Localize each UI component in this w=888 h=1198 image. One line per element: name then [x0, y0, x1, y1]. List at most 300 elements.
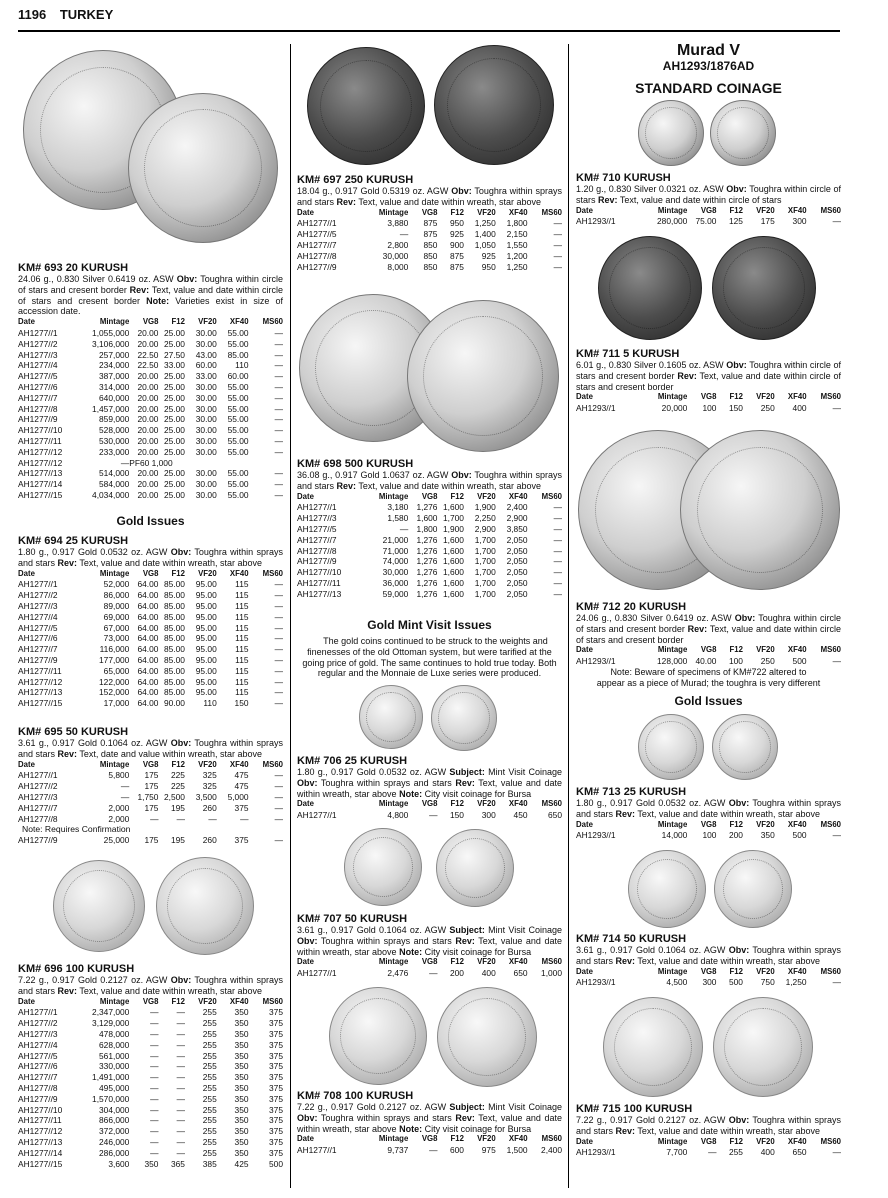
page-header: [18, 7, 840, 32]
table-cell: 255: [202, 1093, 217, 1104]
table-cell: 500: [792, 830, 807, 841]
table-cell: 25.00: [163, 446, 185, 457]
column-header: Date: [18, 759, 35, 769]
mintage-table-continued: [18, 835, 283, 846]
table-cell: 25.00: [163, 425, 185, 436]
table-cell: 925: [481, 250, 496, 261]
entry-description: 3.61 g., 0.917 Gold 0.1064 oz. AGW Obv: Toughra within sprays and stars Rev: Text, value and date within wreath, star above: [576, 945, 841, 966]
table-cell: 20.00: [137, 446, 159, 457]
table-row: [18, 792, 283, 803]
table-cell: 60.00: [227, 371, 249, 382]
table-row: [18, 468, 283, 479]
table-cell: 260: [202, 835, 217, 846]
table-cell: 2,250: [474, 513, 496, 524]
table-header-row: [576, 206, 841, 217]
column-header: MS60: [541, 957, 562, 967]
column-header: XF40: [229, 996, 249, 1006]
column-header: Mintage: [99, 759, 130, 769]
table-cell: —: [274, 644, 283, 655]
column-header: XF40: [787, 819, 807, 829]
table-cell: 1,250: [474, 218, 496, 229]
table-cell: 128,000: [657, 656, 688, 667]
table-cell: 2,347,000: [92, 1007, 130, 1018]
table-cell: AH1277//2: [18, 590, 58, 601]
coin-image-km708: [327, 985, 557, 1090]
table-cell: —: [274, 381, 283, 392]
table-row: [297, 262, 562, 273]
table-cell: —: [150, 1028, 159, 1039]
table-cell: 25.00: [163, 479, 185, 490]
column-header: XF40: [787, 1136, 807, 1146]
entry-description: 1.80 g., 0.917 Gold 0.0532 oz. AGW Obv: Toughra within sprays and stars Rev: Text, value and date within wreath, star above: [18, 547, 283, 568]
table-cell: 89,000: [103, 600, 130, 611]
table-cell: 55.00: [227, 468, 249, 479]
table-cell: —: [274, 791, 283, 802]
table-cell: 64.00: [137, 654, 159, 665]
table-row: [297, 524, 562, 535]
table-cell: AH1277//4: [18, 611, 58, 622]
table-cell: 1,700: [474, 556, 496, 567]
table-cell: —: [708, 1147, 717, 1158]
table-cell: 1,700: [474, 577, 496, 588]
column-header: VG8: [142, 317, 159, 327]
column-header: VF20: [477, 957, 496, 967]
column-header: VG8: [700, 205, 717, 215]
table-cell: 385: [202, 1158, 217, 1169]
table-cell: —: [176, 1104, 185, 1115]
table-row: [18, 414, 283, 425]
column-header: VG8: [421, 957, 438, 967]
column-header: VF20: [477, 207, 496, 217]
table-cell: 95.00: [195, 654, 217, 665]
mintage-table: [297, 799, 562, 821]
table-cell: 375: [269, 1007, 283, 1018]
entry-description: 7.22 g., 0.917 Gold 0.2127 oz. AGW Subject: Mint Visit Coinage Obv: Toughra within sprays and stars Rev: Text, value and date within wreath, star above Note: City visit coinage for Bursa: [297, 1102, 562, 1134]
table-cell: AH1277//6: [18, 633, 58, 644]
table-cell: 257,000: [99, 349, 130, 360]
ruler-era: AH1293/1876AD: [662, 59, 755, 73]
table-cell: 1,000: [541, 968, 562, 979]
table-cell: 17,000: [103, 698, 130, 709]
entry-km713: [576, 786, 841, 841]
table-cell: 85.00: [227, 349, 249, 360]
column-header: XF40: [508, 207, 528, 217]
table-cell: 64.00: [137, 600, 159, 611]
table-cell: 85.00: [163, 676, 185, 687]
table-cell: 25.00: [163, 414, 185, 425]
table-cell: AH1277//9: [297, 261, 337, 272]
table-cell: 95.00: [195, 676, 217, 687]
table-cell: 375: [269, 1104, 283, 1115]
table-cell: 875: [423, 218, 438, 229]
table-cell: 14,000: [661, 830, 688, 841]
table-cell: AH1277//1: [18, 1007, 58, 1018]
table-cell: 200: [728, 830, 743, 841]
table-row: [297, 251, 562, 262]
table-cell: —: [274, 665, 283, 676]
column-header: VF20: [198, 759, 217, 769]
table-cell: AH1277//9: [297, 556, 337, 567]
table-cell: 195: [170, 802, 185, 813]
table-cell: 375: [234, 835, 249, 846]
table-cell: —: [150, 1136, 159, 1147]
table-cell: AH1277//11: [18, 665, 62, 676]
table-cell: —: [176, 1039, 185, 1050]
column-header: F12: [729, 205, 743, 215]
table-row: [297, 229, 562, 240]
table-cell: 475: [234, 770, 249, 781]
table-cell: AH1277//1: [18, 770, 58, 781]
table-cell: —: [832, 1147, 841, 1158]
table-cell: 2,050: [506, 577, 528, 588]
table-cell: PF60 1,000: [129, 457, 173, 468]
table-row: [297, 240, 562, 251]
table-cell: 110: [235, 360, 249, 371]
table-row: [18, 328, 283, 339]
table-cell: —: [150, 1126, 159, 1137]
table-row: [18, 1018, 283, 1029]
table-header-row: [297, 957, 562, 968]
entry-title: KM# 715 100 KURUSH: [576, 1103, 693, 1115]
table-cell: 350: [234, 1007, 249, 1018]
table-cell: —: [176, 1126, 185, 1137]
entry-km693: [18, 262, 283, 501]
table-cell: 475: [234, 781, 249, 792]
mintage-table: [297, 1134, 562, 1156]
column-header: VF20: [756, 205, 775, 215]
table-cell: 64.00: [137, 633, 159, 644]
table-cell: 152,000: [99, 687, 130, 698]
table-cell: 2,400: [541, 1145, 562, 1156]
coin-image-km707: [342, 826, 522, 911]
column-header: F12: [729, 392, 743, 402]
table-cell: —: [150, 813, 159, 824]
table-row: [576, 403, 841, 414]
table-cell: 64.00: [137, 698, 159, 709]
table-cell: 55.00: [227, 403, 249, 414]
table-row: [18, 687, 283, 698]
entry-title: KM# 710 KURUSH: [576, 172, 671, 184]
table-row: [18, 770, 283, 781]
table-cell: —: [176, 1028, 185, 1039]
column-header: Mintage: [657, 966, 688, 976]
column-header: XF40: [508, 491, 528, 501]
table-cell: —: [176, 1093, 185, 1104]
column-header: MS60: [820, 205, 841, 215]
table-cell: —: [274, 611, 283, 622]
column-header: Date: [576, 1136, 593, 1146]
column-header: VF20: [756, 645, 775, 655]
table-cell: AH1277//15: [18, 698, 63, 709]
table-cell: 255: [202, 1136, 217, 1147]
mintage-table: [18, 317, 283, 501]
table-cell: 116,000: [99, 644, 130, 655]
table-cell: 30.00: [195, 392, 217, 403]
table-cell: 25.00: [163, 489, 185, 500]
table-cell: 71,000: [382, 545, 409, 556]
table-cell: 1,276: [416, 502, 438, 513]
table-cell: 1,900: [474, 502, 496, 513]
coin-image-km715: [601, 995, 826, 1100]
column-header: MS60: [820, 392, 841, 402]
table-row: [18, 1137, 283, 1148]
table-cell: AH1277//7: [297, 239, 337, 250]
table-cell: —: [150, 1147, 159, 1158]
table-cell: 375: [269, 1115, 283, 1126]
table-row: [18, 1115, 283, 1126]
table-cell: —: [274, 435, 283, 446]
table-cell: 60.00: [195, 360, 217, 371]
mintage-table: [297, 492, 562, 600]
table-cell: —: [274, 414, 283, 425]
table-cell: 425: [234, 1158, 249, 1169]
column-header: Mintage: [378, 491, 409, 501]
table-cell: 64.00: [137, 676, 159, 687]
table-cell: —: [274, 687, 283, 698]
table-note: Note: Beware of specimens of KM#722 altered to appear as a piece of Murad; the toughra is very different: [596, 666, 821, 688]
table-cell: 1,600: [442, 545, 464, 556]
entry-description: 6.01 g., 0.830 Silver 0.1605 oz. ASW Obv: Toughra within circle of stars and cresent border Rev: Text, value and date within circle of stars and cresent border: [576, 360, 841, 392]
table-cell: 9,737: [387, 1145, 409, 1156]
table-cell: —: [553, 588, 562, 599]
section-heading-mint-visit: Gold Mint Visit Issues: [367, 618, 492, 632]
table-cell: —: [150, 1082, 159, 1093]
table-cell: 25.00: [163, 392, 185, 403]
table-cell: AH1277//6: [18, 1061, 58, 1072]
column-header: Date: [297, 207, 314, 217]
table-cell: —: [553, 523, 562, 534]
table-cell: —: [274, 698, 283, 709]
table-cell: 350: [234, 1093, 249, 1104]
table-cell: —: [274, 676, 283, 687]
table-cell: 20.00: [137, 435, 159, 446]
table-row: [18, 1126, 283, 1137]
table-cell: —: [553, 502, 562, 513]
table-cell: 30.00: [195, 327, 217, 338]
table-cell: 450: [513, 810, 528, 821]
table-cell: 1,050: [474, 239, 496, 250]
table-cell: 387,000: [99, 371, 130, 382]
table-header-row: [576, 1137, 841, 1148]
table-row: [18, 835, 283, 846]
table-cell: 3,600: [108, 1158, 130, 1169]
column-header: VF20: [756, 392, 775, 402]
table-cell: 73,000: [103, 633, 130, 644]
table-cell: —: [150, 1093, 159, 1104]
table-cell: —: [176, 1018, 185, 1029]
table-cell: 85.00: [163, 622, 185, 633]
column-header: F12: [171, 317, 185, 327]
table-cell: —: [274, 802, 283, 813]
entry-title: KM# 694 25 KURUSH: [18, 535, 129, 547]
column-header: VG8: [700, 1136, 717, 1146]
table-cell: 1,250: [506, 261, 528, 272]
table-row: [18, 579, 283, 590]
table-cell: AH1277//9: [18, 414, 58, 425]
column-header: F12: [729, 966, 743, 976]
table-cell: AH1277//5: [18, 622, 58, 633]
table-cell: 64.00: [137, 665, 159, 676]
table-cell: 1,900: [442, 523, 464, 534]
table-cell: 375: [269, 1018, 283, 1029]
table-cell: —: [274, 392, 283, 403]
table-cell: 150: [234, 698, 249, 709]
table-row: [18, 655, 283, 666]
table-row: [297, 1145, 562, 1156]
table-row: [297, 578, 562, 589]
column-header: Mintage: [378, 1134, 409, 1144]
table-cell: 1,457,000: [92, 403, 130, 414]
table-row: [18, 382, 283, 393]
table-cell: 175: [760, 216, 775, 227]
table-cell: 866,000: [99, 1115, 130, 1126]
table-header-row: [576, 645, 841, 656]
table-note: Note: Requires Confirmation: [22, 824, 131, 835]
table-cell: 1,600: [442, 577, 464, 588]
table-cell: 255: [728, 1147, 743, 1158]
series-heading: STANDARD COINAGE: [635, 80, 782, 96]
table-row: [18, 425, 283, 436]
table-cell: 514,000: [99, 468, 130, 479]
column-header: VG8: [421, 799, 438, 809]
table-cell: 21,000: [382, 534, 409, 545]
table-cell: 255: [202, 1039, 217, 1050]
table-cell: —: [150, 1050, 159, 1061]
column-header: MS60: [820, 819, 841, 829]
table-cell: —: [429, 1145, 438, 1156]
table-cell: 1,700: [474, 534, 496, 545]
table-cell: 20.00: [137, 425, 159, 436]
table-cell: —: [274, 489, 283, 500]
table-cell: 1,500: [506, 1145, 528, 1156]
table-row: [18, 633, 283, 644]
table-cell: 20.00: [137, 403, 159, 414]
table-cell: 304,000: [99, 1104, 130, 1115]
table-cell: 1,491,000: [92, 1072, 130, 1083]
table-cell: 30.00: [195, 489, 217, 500]
table-cell: —: [553, 567, 562, 578]
table-cell: 2,900: [506, 513, 528, 524]
table-cell: 950: [481, 261, 496, 272]
table-cell: 372,000: [99, 1126, 130, 1137]
table-cell: AH1277//7: [18, 802, 58, 813]
table-cell: AH1277//4: [18, 1039, 58, 1050]
table-cell: AH1277//10: [18, 425, 63, 436]
column-header: VG8: [142, 759, 159, 769]
table-row: [18, 677, 283, 688]
column-header: VG8: [700, 645, 717, 655]
table-cell: 325: [202, 770, 217, 781]
column-header: Mintage: [378, 207, 409, 217]
table-cell: AH1277//7: [18, 1072, 58, 1083]
table-cell: 177,000: [99, 654, 130, 665]
table-cell: —: [553, 534, 562, 545]
table-cell: 1,550: [506, 239, 528, 250]
table-cell: 234,000: [99, 360, 130, 371]
table-cell: 115: [235, 633, 249, 644]
table-cell: —: [208, 813, 217, 824]
table-cell: 1,600: [442, 588, 464, 599]
coin-image-km714: [626, 848, 796, 930]
table-row: [18, 360, 283, 371]
column-header: Date: [297, 957, 314, 967]
table-header-row: [18, 760, 283, 771]
mintage-table: [576, 645, 841, 667]
table-cell: 30.00: [195, 414, 217, 425]
mintage-table: [297, 957, 562, 979]
table-cell: 2,050: [506, 588, 528, 599]
table-cell: AH1277//3: [18, 600, 58, 611]
table-cell: 859,000: [99, 414, 130, 425]
column-header: VF20: [477, 491, 496, 501]
table-cell: 95.00: [195, 590, 217, 601]
table-cell: 30.00: [195, 425, 217, 436]
table-cell: 85.00: [163, 633, 185, 644]
table-cell: —: [553, 513, 562, 524]
table-cell: —: [120, 457, 130, 468]
table-cell: AH1277//1: [297, 810, 337, 821]
mintage-table: [576, 392, 841, 414]
table-cell: 375: [269, 1082, 283, 1093]
table-cell: 255: [202, 1147, 217, 1158]
table-cell: 584,000: [99, 479, 130, 490]
table-cell: —: [274, 446, 283, 457]
table-cell: AH1277//1: [297, 1145, 337, 1156]
table-cell: —: [553, 218, 562, 229]
table-cell: —: [274, 622, 283, 633]
table-cell: 8,000: [387, 261, 409, 272]
coin-image-km706: [357, 683, 507, 753]
coin-image-km711: [596, 234, 821, 344]
table-cell: 20.00: [137, 414, 159, 425]
table-cell: 350: [234, 1028, 249, 1039]
table-cell: AH1277//14: [18, 1147, 63, 1158]
table-cell: AH1277//13: [18, 468, 63, 479]
table-cell: 95.00: [195, 687, 217, 698]
column-header: F12: [729, 1136, 743, 1146]
table-row: [18, 1105, 283, 1116]
table-cell: 3,106,000: [92, 338, 130, 349]
page-number: 1196: [18, 7, 47, 22]
table-cell: 1,250: [785, 977, 807, 988]
table-cell: 25.00: [163, 435, 185, 446]
table-cell: —: [176, 1115, 185, 1126]
column-header: F12: [450, 491, 464, 501]
table-header-row: [576, 392, 841, 403]
table-cell: 300: [702, 977, 717, 988]
table-cell: AH1277//13: [18, 1136, 63, 1147]
table-row: [18, 601, 283, 612]
column-header: Mintage: [378, 957, 409, 967]
table-cell: 255: [202, 1061, 217, 1072]
table-cell: 375: [269, 1061, 283, 1072]
table-cell: 650: [548, 810, 562, 821]
table-cell: —: [429, 810, 438, 821]
table-cell: 255: [202, 1126, 217, 1137]
column-header: Date: [18, 568, 35, 578]
table-cell: 500: [792, 656, 807, 667]
table-cell: —: [274, 349, 283, 360]
table-header-row: [297, 1134, 562, 1145]
table-cell: 260: [202, 802, 217, 813]
country-title: TURKEY: [59, 7, 114, 22]
column-header: Date: [297, 1134, 314, 1144]
column-header: Date: [297, 799, 314, 809]
column-header: XF40: [508, 799, 528, 809]
column-header: VG8: [421, 207, 438, 217]
table-cell: AH1277//15: [18, 489, 63, 500]
table-cell: 300: [481, 810, 496, 821]
